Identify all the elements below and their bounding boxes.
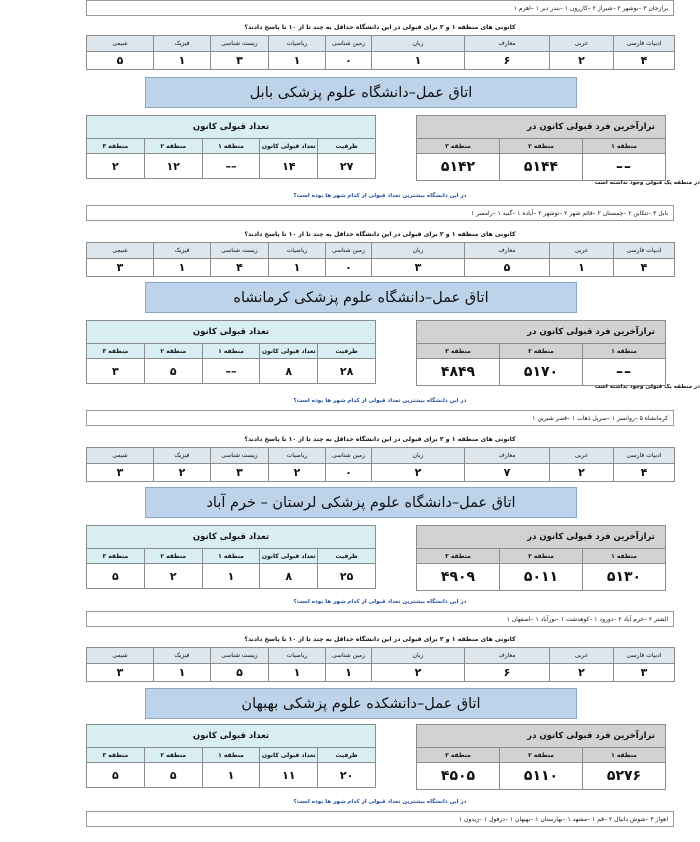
count-header: منطقه ۳ [87, 748, 145, 763]
rank-header: منطقه ۲ [500, 549, 583, 564]
rank-value: ۴۹۰۹ [417, 564, 500, 591]
subject-header: شیمی [87, 243, 154, 259]
count-header: منطقه ۲ [144, 344, 202, 359]
rank-table-title: ترازآخرین فرد قبولی کانون در [417, 116, 666, 139]
subject-value: ۵ [211, 664, 269, 682]
subject-value: ۰ [326, 52, 372, 70]
subject-value: ۱ [269, 664, 326, 682]
question-title: کانونی های منطقه ۱ و ۲ برای قبولی در این دانشگاه حداقل به چند تا از ۱۰ تا پاسخ دادند؟ [244, 231, 516, 238]
subject-header: ادبیات فارسی [614, 648, 675, 664]
subject-header: زمین شناسی [326, 36, 372, 52]
subject-value: ۲ [550, 464, 614, 482]
subject-value: ۷ [465, 464, 550, 482]
count-header: ظرفیت [318, 344, 376, 359]
city-line: الشتر ۲ –خرم آباد ۲ –دورود ۱ –کوهدشت ۱ –نورآباد ۱ –اصفهان ۱ [86, 611, 674, 627]
rank-table [416, 525, 666, 591]
subject-value: ۱ [550, 259, 614, 277]
rank-value: ۵۰۱۱ [500, 564, 583, 591]
count-value: ۲۰ [318, 763, 376, 788]
count-header: منطقه ۱ [202, 344, 260, 359]
count-value: ۲۸ [318, 359, 376, 384]
rank-table [416, 115, 666, 181]
subject-value: ۱ [372, 52, 465, 70]
rank-table-title: ترازآخرین فرد قبولی کانون در [417, 321, 666, 344]
rank-value: ۵۱۴۲ [417, 154, 500, 181]
rank-table [416, 320, 666, 386]
rank-header: منطقه ۱ [583, 139, 666, 154]
subject-value: ۳ [211, 464, 269, 482]
subject-value: ۱ [269, 259, 326, 277]
count-value: ۲۷ [318, 154, 376, 179]
city-line: اهواز ۳ –شوش دانیال ۲ –قم ۱ –مشهد ۱ –بهارستان ۱ –بهبهان ۱ –دزفول ۱ –زیدون ۱ [86, 811, 674, 827]
subject-value: ۲ [550, 664, 614, 682]
question-title: کانونی های منطقه ۱ و ۲ برای قبولی در این دانشگاه حداقل به چند تا از ۱۰ تا پاسخ دادند؟ [244, 436, 516, 443]
subject-header: زیست شناسی [211, 36, 269, 52]
city-question: در این دانشگاه بیشترین تعداد قبولی از کدام شهر ها بوده است؟ [293, 799, 467, 805]
question-title: کانونی های منطقه ۱ و ۲ برای قبولی در این دانشگاه حداقل به چند تا از ۱۰ تا پاسخ دادند؟ [244, 636, 516, 643]
subject-header: فیزیک [154, 243, 211, 259]
subject-header: زمین شناسی [326, 448, 372, 464]
rank-header: منطقه ۳ [417, 344, 500, 359]
subject-value: ۰ [326, 259, 372, 277]
subject-value: ۲ [269, 464, 326, 482]
subject-value: ۵ [465, 259, 550, 277]
count-header: تعداد قبولی کانون [260, 344, 318, 359]
subject-value: ۳ [87, 259, 154, 277]
rank-header: منطقه ۱ [583, 344, 666, 359]
subject-header: فیزیک [154, 448, 211, 464]
subject-header: ریاضیات [269, 243, 326, 259]
subject-value: ۲ [372, 664, 465, 682]
subject-header: زبان [372, 648, 465, 664]
count-header: تعداد قبولی کانون [260, 549, 318, 564]
count-value: ۸ [260, 359, 318, 384]
subject-header: زمین شناسی [326, 243, 372, 259]
subject-value: ۰ [326, 464, 372, 482]
count-table-title: تعداد قبولی کانون [87, 725, 376, 748]
subject-header: فیزیک [154, 36, 211, 52]
rank-header: منطقه ۳ [417, 139, 500, 154]
subject-header: معارف [465, 36, 550, 52]
rank-header: منطقه ۲ [500, 139, 583, 154]
section-banner: اتاق عمل–دانشکده علوم پزشکی بهبهان [145, 688, 577, 719]
count-table-title: تعداد قبولی کانون [87, 321, 376, 344]
count-header: منطقه ۳ [87, 139, 145, 154]
count-value: –– [202, 359, 260, 384]
subject-header: ادبیات فارسی [614, 36, 675, 52]
count-header: منطقه ۲ [144, 549, 202, 564]
subject-value: ۱ [154, 52, 211, 70]
count-table [86, 320, 376, 384]
count-header: منطقه ۱ [202, 139, 260, 154]
count-value: ۱ [202, 763, 260, 788]
subject-header: زمین شناسی [326, 648, 372, 664]
count-header: منطقه ۱ [202, 549, 260, 564]
rank-value: ۵۱۱۰ [500, 763, 583, 790]
count-header: منطقه ۳ [87, 344, 145, 359]
subject-header: زبان [372, 36, 465, 52]
subject-header: معارف [465, 243, 550, 259]
subject-value: ۱ [269, 52, 326, 70]
rank-header: منطقه ۲ [500, 344, 583, 359]
rank-value: ۵۱۷۰ [500, 359, 583, 386]
subject-header: شیمی [87, 648, 154, 664]
count-value: ۱۴ [260, 154, 318, 179]
count-header: تعداد قبولی کانون [260, 748, 318, 763]
count-value: ۲ [144, 564, 202, 589]
rank-table-title: ترازآخرین فرد قبولی کانون در [417, 526, 666, 549]
subject-header: عربی [550, 448, 614, 464]
rank-header: منطقه ۲ [500, 748, 583, 763]
subject-value: ۳ [87, 464, 154, 482]
subject-header: شیمی [87, 36, 154, 52]
subject-value: ۲ [372, 464, 465, 482]
count-header: تعداد قبولی کانون [260, 139, 318, 154]
count-table-title: تعداد قبولی کانون [87, 116, 376, 139]
subject-table [86, 242, 674, 277]
count-value: ۱۲ [144, 154, 202, 179]
subject-value: ۳ [211, 52, 269, 70]
subject-header: معارف [465, 648, 550, 664]
subject-header: زیست شناسی [211, 243, 269, 259]
count-header: منطقه ۱ [202, 748, 260, 763]
rank-value: ۵۱۴۴ [500, 154, 583, 181]
count-table [86, 724, 376, 788]
subject-header: زیست شناسی [211, 648, 269, 664]
subject-value: ۶ [465, 52, 550, 70]
subject-header: ادبیات فارسی [614, 448, 675, 464]
rank-value: ۴۵۰۵ [417, 763, 500, 790]
subject-value: ۴ [614, 52, 675, 70]
count-value: ۲۵ [318, 564, 376, 589]
count-value: ۱ [202, 564, 260, 589]
count-value: ۸ [260, 564, 318, 589]
count-value: –– [202, 154, 260, 179]
zone1-note: در منطقه یک قبولی وجود نداشته است [594, 180, 700, 186]
subject-header: زبان [372, 243, 465, 259]
count-table-title: تعداد قبولی کانون [87, 526, 376, 549]
city-line: بابل ۳ –تنکابن ۲ –چمستان ۲ –قائم شهر ۲ –نوشهر ۲ –آباده ۱ –گنبد ۱ –رامسر ۱ [86, 205, 674, 221]
city-line: کرمانشاه ۵ –روانسر ۱ –سرپل ذهاب ۱ –قصر شیرین ۱ [86, 410, 674, 426]
zone1-note: در منطقه یک قبولی وجود نداشته است [594, 384, 700, 390]
subject-value: ۱ [326, 664, 372, 682]
section-banner: اتاق عمل–دانشگاه علوم پزشکی بابل [145, 77, 577, 108]
count-header: منطقه ۲ [144, 748, 202, 763]
subject-value: ۳ [614, 664, 675, 682]
count-value: ۲ [87, 154, 145, 179]
rank-value: ۵۲۷۶ [583, 763, 666, 790]
count-header: منطقه ۲ [144, 139, 202, 154]
subject-header: ریاضیات [269, 448, 326, 464]
subject-header: ریاضیات [269, 648, 326, 664]
rank-value: –– [583, 359, 666, 386]
subject-value: ۶ [465, 664, 550, 682]
subject-value: ۲ [550, 52, 614, 70]
subject-value: ۴ [614, 464, 675, 482]
subject-table [86, 447, 674, 482]
rank-header: منطقه ۱ [583, 549, 666, 564]
rank-table [416, 724, 666, 790]
rank-value: ۵۱۳۰ [583, 564, 666, 591]
city-question: در این دانشگاه بیشترین تعداد قبولی از کدام شهر ها بوده است؟ [293, 398, 467, 404]
rank-value: ۴۸۴۹ [417, 359, 500, 386]
subject-value: ۳ [87, 664, 154, 682]
question-title: کانونی های منطقه ۱ و ۲ برای قبولی در این دانشگاه حداقل به چند تا از ۱۰ تا پاسخ دادند؟ [244, 24, 516, 31]
section-banner: اتاق عمل–دانشگاه علوم پزشکی لرستان – خرم آباد [145, 487, 577, 518]
city-question: در این دانشگاه بیشترین تعداد قبولی از کدام شهر ها بوده است؟ [293, 193, 467, 199]
subject-value: ۲ [154, 464, 211, 482]
rank-header: منطقه ۳ [417, 748, 500, 763]
subject-value: ۳ [372, 259, 465, 277]
city-line: برازجان ۳ –بوشهر ۲ –شیراز ۲ –کازرون ۱ –بندر دیر ۱ –اهرم ۱ [86, 0, 674, 16]
count-value: ۱۱ [260, 763, 318, 788]
subject-header: عربی [550, 648, 614, 664]
subject-header: زبان [372, 448, 465, 464]
city-question: در این دانشگاه بیشترین تعداد قبولی از کدام شهر ها بوده است؟ [293, 599, 467, 605]
count-header: منطقه ۳ [87, 549, 145, 564]
subject-header: عربی [550, 36, 614, 52]
subject-table [86, 35, 674, 70]
subject-header: عربی [550, 243, 614, 259]
count-value: ۵ [144, 359, 202, 384]
subject-header: شیمی [87, 448, 154, 464]
count-value: ۵ [87, 763, 145, 788]
subject-header: ادبیات فارسی [614, 243, 675, 259]
count-header: ظرفیت [318, 139, 376, 154]
count-table [86, 525, 376, 589]
subject-header: ریاضیات [269, 36, 326, 52]
count-value: ۳ [87, 359, 145, 384]
section-banner: اتاق عمل–دانشگاه علوم پزشکی کرمانشاه [145, 282, 577, 313]
count-header: ظرفیت [318, 549, 376, 564]
rank-table-title: ترازآخرین فرد قبولی کانون در [417, 725, 666, 748]
subject-header: زیست شناسی [211, 448, 269, 464]
count-value: ۵ [144, 763, 202, 788]
rank-header: منطقه ۱ [583, 748, 666, 763]
count-value: ۵ [87, 564, 145, 589]
count-table [86, 115, 376, 179]
subject-value: ۱ [154, 259, 211, 277]
rank-header: منطقه ۳ [417, 549, 500, 564]
count-header: ظرفیت [318, 748, 376, 763]
subject-value: ۴ [211, 259, 269, 277]
subject-value: ۴ [614, 259, 675, 277]
subject-table [86, 647, 674, 682]
subject-value: ۵ [87, 52, 154, 70]
subject-header: فیزیک [154, 648, 211, 664]
subject-value: ۱ [154, 664, 211, 682]
rank-value: –– [583, 154, 666, 181]
subject-header: معارف [465, 448, 550, 464]
